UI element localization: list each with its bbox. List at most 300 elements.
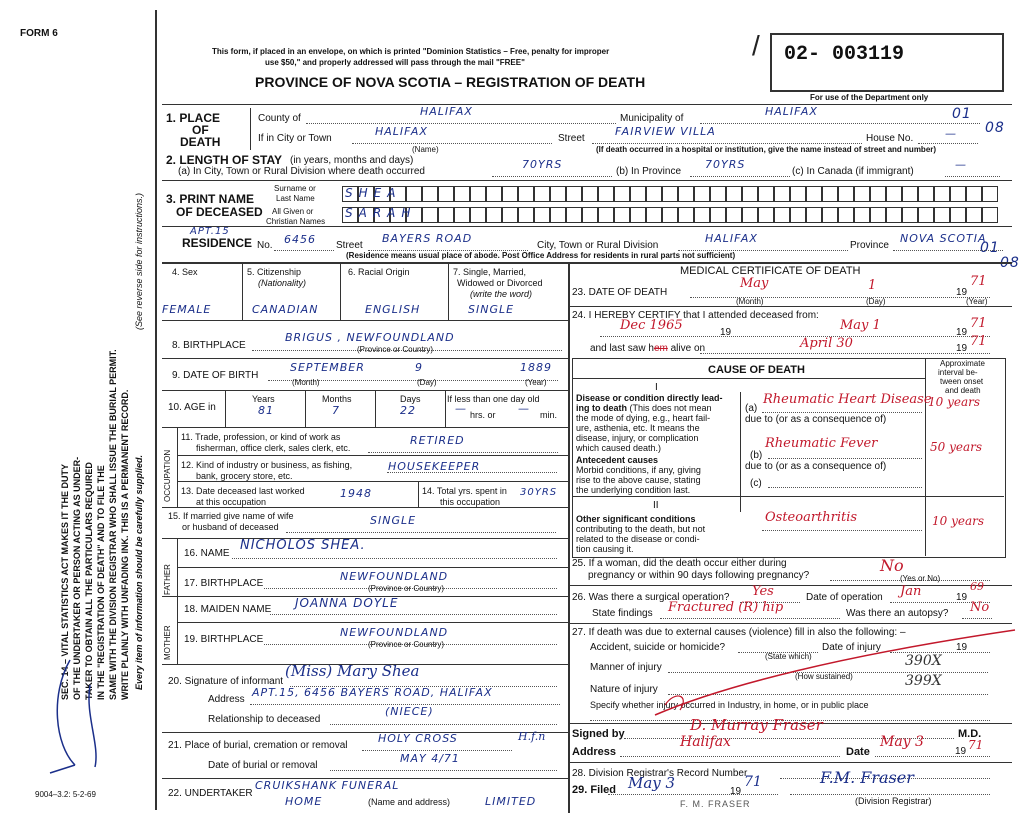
- name-letter-cell: [950, 207, 966, 223]
- street-value: FAIRVIEW VILLA: [615, 125, 716, 138]
- total-label-1: 14. Total yrs. spent in: [422, 486, 507, 496]
- burial-place-value: HOLY CROSS: [378, 732, 458, 745]
- age-col-2: [305, 390, 306, 427]
- op-date-value: Jan: [900, 584, 922, 599]
- death-month: May: [740, 276, 769, 291]
- name-letter-cell: [630, 186, 646, 202]
- undertaker-label: 22. UNDERTAKER: [168, 788, 253, 799]
- name-letter-cell: [582, 207, 598, 223]
- spouse-value: SINGLE: [370, 514, 417, 527]
- op-year: 69: [970, 580, 984, 593]
- signed-value: D. Murray Fraser: [690, 716, 823, 734]
- main-frame-left: [155, 10, 157, 810]
- house-line: [918, 143, 978, 144]
- rule-stay: [162, 180, 1012, 181]
- manner-label: Manner of injury: [590, 662, 662, 673]
- place-label-1: 1. PLACE: [166, 111, 221, 125]
- name-letter-cell: [726, 207, 742, 223]
- death-month-sublabel: (Month): [736, 297, 764, 306]
- undertaker-value-2: HOME: [285, 795, 323, 808]
- name-letter-cell: [854, 207, 870, 223]
- stay-canada-label: (c) In Canada (if immigrant): [792, 166, 914, 177]
- municipality-value: HALIFAX: [765, 105, 818, 118]
- marital-label-3: (write the word): [470, 289, 533, 299]
- name-letter-cell: [950, 186, 966, 202]
- dob-day-sublabel: (Day): [417, 378, 437, 387]
- father-bp-value: NEWFOUNDLAND: [340, 570, 449, 583]
- antecedent-desc-2: rise to the above cause, stating: [576, 475, 701, 485]
- name-letter-cell: [454, 207, 470, 223]
- stay-prov-line: [690, 176, 790, 177]
- injury-date-label: Date of injury: [822, 642, 881, 653]
- county-label: County of: [258, 113, 301, 124]
- county-value: HALIFAX: [420, 105, 473, 118]
- signer-address-line: [620, 756, 840, 757]
- check-mark-icon: /: [752, 30, 760, 61]
- undertaker-sublabel: (Name and address): [368, 797, 451, 807]
- sidebar-line-2: OF THE UNDERTAKER OR PERSON ACTING AS UNDER-: [72, 456, 82, 700]
- burial-place-label: 21. Place of burial, cremation or removal: [168, 740, 348, 751]
- filed-line: [608, 794, 778, 795]
- rule-age: [162, 427, 568, 428]
- residence-city-label: City, Town or Rural Division: [537, 240, 659, 251]
- name-letter-cell: [566, 207, 582, 223]
- form-title: PROVINCE OF NOVA SCOTIA – REGISTRATION OF DEATH: [255, 74, 646, 90]
- name-letter-cell: [630, 207, 646, 223]
- surgery-value: Yes: [752, 584, 774, 599]
- signer-date-label: Date: [846, 746, 870, 758]
- col-line-1: [242, 262, 243, 320]
- relationship-line: [330, 724, 557, 725]
- last-worked-value: 1948: [340, 487, 372, 500]
- registration-number: 02- 003119: [784, 43, 905, 66]
- dept-code-1: 01: [952, 106, 972, 122]
- industry-label-1: 12. Kind of industry or business, as fishing,: [181, 460, 353, 470]
- trade-label-1: 11. Trade, profession, or kind of work as: [181, 432, 341, 442]
- burial-date-label: Date of burial or removal: [208, 760, 318, 771]
- occupation-side-rule: [177, 427, 178, 507]
- filed-19: 19: [730, 786, 742, 797]
- house-label: House No.: [866, 133, 914, 144]
- last-seen-value: April 30: [800, 336, 853, 351]
- sidebar-line-7: Every item of information should be carefully supplied.: [134, 454, 144, 690]
- stay-canada-value: —: [955, 158, 967, 171]
- name-letter-cell: [534, 207, 550, 223]
- signer-date-19: 19: [955, 746, 967, 757]
- surname-label-2: Last Name: [276, 194, 315, 203]
- cause-a-label: (a): [745, 403, 758, 414]
- name-letter-cell: [518, 186, 534, 202]
- name-letter-cell: [422, 186, 438, 202]
- dob-month: SEPTEMBER: [290, 361, 365, 374]
- direct-label-2: [576, 403, 712, 413]
- city-name-sublabel: (Name): [412, 145, 439, 154]
- medical-header: MEDICAL CERTIFICATE OF DEATH: [680, 265, 861, 277]
- cause-b-due: due to (or as a consequence of): [745, 461, 887, 472]
- dept-use-label: For use of the Department only: [810, 93, 929, 102]
- name-letter-cell: [806, 207, 822, 223]
- name-letter-cell: [870, 186, 886, 202]
- other-label-4: tion causing it.: [576, 544, 634, 554]
- occupation-col: [418, 481, 419, 507]
- cause-a-interval: 10 years: [928, 395, 981, 409]
- name-letter-cell: [502, 186, 518, 202]
- col-line-3: [448, 262, 449, 320]
- trade-label-2: fisherman, office clerk, sales clerk, etc.: [196, 443, 351, 453]
- stay-label: 2. LENGTH OF STAY: [166, 153, 283, 167]
- name-letter-cell: [742, 186, 758, 202]
- attended-from: Dec 1965: [620, 318, 683, 333]
- op-date-label: Date of operation: [806, 592, 883, 603]
- direct-desc-3: ure, asthenia, etc. It means the: [576, 423, 700, 433]
- rule-signed: [568, 762, 1012, 763]
- direct-desc-2: the mode of dying, e.g., heart fail-: [576, 413, 711, 423]
- undertaker-value-3: LIMITED: [485, 795, 537, 808]
- death-date-label: 23. DATE OF DEATH: [572, 287, 668, 298]
- last-seen-label-text2: alive on: [670, 343, 706, 354]
- last-seen-line: [700, 353, 990, 354]
- age-years: 81: [258, 404, 274, 417]
- name-letter-cell: [982, 186, 998, 202]
- cause-brace: [740, 392, 741, 512]
- name-letter-cell: [518, 207, 534, 223]
- signer-date-value: May 3: [880, 734, 924, 750]
- rule-top: [162, 104, 1012, 105]
- death-day-sublabel: (Day): [866, 297, 886, 306]
- sidebar-line-1: SEC. 14 – VITAL STATISTICS ACT MAKES IT THE DUTY: [60, 463, 70, 700]
- name-letter-cell: [598, 207, 614, 223]
- residence-no-line: [274, 250, 334, 251]
- name-letter-cell: [646, 186, 662, 202]
- residence-city-value: HALIFAX: [705, 232, 758, 245]
- name-letter-cell: [918, 186, 934, 202]
- column-divider: [568, 262, 570, 813]
- mail-notice-2: use $50," and properly addressed will pass through the mail "FREE": [265, 58, 525, 67]
- attended-to: May 1: [840, 318, 881, 333]
- last-worked-label-2: at this occupation: [196, 497, 267, 507]
- name-label-1: 3. PRINT NAME: [166, 192, 255, 206]
- dept-code-4: 08: [1000, 255, 1020, 271]
- dob-month-sublabel: (Month): [292, 378, 320, 387]
- death-date-line: [690, 297, 990, 298]
- cause-roman-1: I: [655, 382, 658, 393]
- dept-code-2: 08: [985, 120, 1005, 136]
- name-letter-cell: [646, 207, 662, 223]
- dob-day: 9: [415, 361, 423, 374]
- direct-label-2-text: ing to death: [576, 403, 627, 413]
- name-letter-cell: [662, 207, 678, 223]
- name-letter-cell: [854, 186, 870, 202]
- cause-b-line: [768, 458, 922, 459]
- dob-year-sublabel: (Year): [525, 378, 547, 387]
- cause-roman-2: II: [653, 500, 659, 511]
- mother-name-label: 18. MAIDEN NAME: [184, 604, 272, 615]
- name-letter-cell: [502, 207, 518, 223]
- residence-no-label: No.: [257, 240, 273, 251]
- residence-label: RESIDENCE: [182, 236, 253, 250]
- last-seen-label: [590, 343, 705, 354]
- other-interval: 10 years: [932, 514, 985, 528]
- trade-line: [368, 452, 558, 453]
- signer-address-value: Halifax: [680, 734, 731, 750]
- name-letter-cell: [678, 207, 694, 223]
- antecedent-label: Antecedent causes: [576, 455, 659, 465]
- other-value: Osteoarthritis: [765, 510, 858, 525]
- citizenship-label: 5. Citizenship: [247, 267, 302, 277]
- place-label-3: DEATH: [180, 135, 221, 149]
- code-2: 399X: [905, 673, 942, 689]
- name-letter-cell: [710, 207, 726, 223]
- last-worked-label-1: 13. Date deceased last worked: [181, 486, 305, 496]
- name-letter-cell: [582, 186, 598, 202]
- name-letter-cell: [870, 207, 886, 223]
- rule-mother-name: [177, 622, 568, 623]
- name-letter-cell: [678, 186, 694, 202]
- dob-year: 1889: [520, 361, 552, 374]
- rule-surgery: [568, 623, 1012, 624]
- signed-label: Signed by: [572, 728, 625, 740]
- rule-death-date: [568, 306, 1012, 307]
- rule-residence: [162, 262, 1012, 264]
- citizenship-sublabel: (Nationality): [258, 278, 307, 288]
- other-label-1: Other significant conditions: [576, 514, 696, 524]
- rule-informant: [162, 732, 568, 733]
- rule-dob: [162, 390, 568, 391]
- burial-date-value: MAY 4/71: [400, 752, 460, 765]
- surgery-label: 26. Was there a surgical operation?: [572, 592, 730, 603]
- father-name-value: NICHOLOS SHEA.: [240, 538, 366, 553]
- burial-initials: H.f.n: [518, 730, 546, 743]
- father-name-line: [232, 558, 557, 559]
- other-line: [762, 530, 922, 531]
- attended-year: 71: [970, 316, 987, 331]
- record-label: 28. Division Registrar's Record Number: [572, 768, 748, 779]
- name-letter-cell: [454, 186, 470, 202]
- rule-father-name: [177, 567, 568, 568]
- last-seen-strike: em: [653, 343, 668, 354]
- residence-street-value: BAYERS ROAD: [382, 232, 473, 245]
- name-letter-cell: [886, 207, 902, 223]
- age-days-label: Days: [400, 394, 421, 404]
- trade-value: RETIRED: [410, 434, 465, 447]
- registrar-stamp: F. M. FRASER: [680, 799, 751, 809]
- name-letter-cell: [694, 207, 710, 223]
- name-letter-cell: [886, 186, 902, 202]
- rule-name: [162, 226, 1012, 227]
- informant-address-label: Address: [208, 694, 245, 705]
- municipality-label: Municipality of: [620, 113, 684, 124]
- code-1: 390X: [905, 653, 942, 669]
- name-letter-cell: [470, 207, 486, 223]
- name-letter-cell: [758, 207, 774, 223]
- residence-province-label: Province: [850, 240, 889, 251]
- name-letter-cell: [614, 186, 630, 202]
- autopsy-value: No: [970, 600, 990, 615]
- injury-19: 19: [956, 642, 968, 653]
- undertaker-value-1: CRUIKSHANK FUNERAL: [255, 779, 400, 792]
- age-days: 22: [400, 404, 416, 417]
- name-letter-cell: [422, 207, 438, 223]
- name-letter-cell: [774, 207, 790, 223]
- name-letter-cell: [598, 186, 614, 202]
- age-col-4: [445, 390, 446, 427]
- rule-personal: [162, 320, 568, 321]
- name-letter-cell: [550, 207, 566, 223]
- sex-label: 4. Sex: [172, 267, 198, 277]
- last-seen-year: 71: [970, 334, 987, 349]
- age-label: 10. AGE in: [168, 402, 216, 413]
- margin-signature-icon: [30, 655, 150, 785]
- rule-cause-ii: [572, 496, 1004, 497]
- city-value: HALIFAX: [375, 125, 428, 138]
- how-sustained-sublabel: (How sustained): [795, 672, 853, 681]
- external-label: 27. If death was due to external causes (violence) fill in also the following: –: [572, 627, 906, 638]
- col-line-2: [340, 262, 341, 320]
- given-label-1: All Given or: [272, 207, 314, 216]
- mother-bp-label: 19. BIRTHPLACE: [184, 634, 264, 645]
- cause-b-interval: 50 years: [930, 440, 983, 454]
- surname-label-1: Surname or: [274, 184, 316, 193]
- name-letter-cell: [726, 186, 742, 202]
- street-line: [592, 143, 862, 144]
- rule-occupation: [162, 507, 568, 508]
- name-letter-cell: [438, 186, 454, 202]
- autopsy-line: [962, 618, 992, 619]
- cause-a-line: [762, 412, 922, 413]
- other-label-3: related to the disease or condi-: [576, 534, 700, 544]
- findings-label: State findings: [592, 608, 653, 619]
- sidebar-line-3: TAKER TO OBTAIN ALL THE PARTICULARS REQUIRED: [84, 462, 94, 700]
- house-value: —: [945, 127, 957, 140]
- yes-no-sublabel: (Yes or No): [900, 574, 941, 583]
- sidebar-line-5: SAME WITH THE DIVISION REGISTRAR WHO SHALL ISSUE THE BURIAL PERMIT.: [108, 349, 118, 700]
- age-col-1: [225, 390, 226, 427]
- name-letter-cell: [486, 186, 502, 202]
- name-letter-cell: [902, 186, 918, 202]
- spouse-label-1: 15. If married give name of wife: [168, 511, 294, 521]
- name-letter-cell: [982, 207, 998, 223]
- death-year: 71: [970, 274, 987, 289]
- age-years-label: Years: [252, 394, 275, 404]
- father-side-label: FATHER: [163, 564, 172, 595]
- name-letter-cell: [742, 207, 758, 223]
- interval-label-4: and death: [945, 386, 981, 395]
- last-seen-year-prefix: 19: [956, 343, 968, 354]
- filed-year: 71: [744, 774, 762, 790]
- accident-label: Accident, suicide or homicide?: [590, 642, 726, 653]
- marital-label-1: 7. Single, Married,: [453, 267, 527, 277]
- dob-label: 9. DATE OF BIRTH: [172, 370, 259, 381]
- registrar-signature: F.M. Fraser: [820, 768, 914, 787]
- birthplace-label: 8. BIRTHPLACE: [172, 340, 246, 351]
- stay-city-value: 70YRS: [522, 158, 563, 171]
- name-letter-cell: [838, 207, 854, 223]
- marital-label-2: Widowed or Divorced: [457, 278, 543, 288]
- age-min-label: min.: [540, 410, 558, 420]
- direct-desc-1: (This does not mean: [629, 403, 712, 413]
- form-number: FORM 6: [20, 28, 58, 39]
- stay-sublabel: (in years, months and days): [290, 155, 414, 166]
- rule-cause-header: [572, 378, 925, 379]
- mother-name-value: JOANNA DOYLE: [295, 596, 399, 610]
- municipality-line: [700, 123, 980, 124]
- county-line: [306, 123, 616, 124]
- name-letter-cell: [614, 207, 630, 223]
- name-letter-cell: [902, 207, 918, 223]
- stay-city-line: [492, 176, 612, 177]
- stay-city-label: (a) In City, Town or Rural Division where death occurred: [178, 166, 425, 177]
- mother-side-label: MOTHER: [163, 625, 172, 660]
- occupation-side-label: OCCUPATION: [163, 449, 172, 502]
- industry-label-2: bank, grocery store, etc.: [196, 471, 293, 481]
- name-letter-cell: [966, 186, 982, 202]
- strike-through-icon: [645, 625, 1025, 720]
- death-year-prefix: 19: [956, 287, 968, 298]
- burial-place-line: [362, 750, 512, 751]
- filed-value: May 3: [628, 774, 676, 792]
- relationship-value: (NIECE): [385, 705, 434, 718]
- antecedent-desc-3: the underlying condition last.: [576, 485, 691, 495]
- cause-c-label: (c): [750, 478, 762, 489]
- informant-address: APT.15, 6456 BAYERS ROAD, HALIFAX: [252, 686, 493, 699]
- stay-prov-value: 70YRS: [705, 158, 746, 171]
- name-label-2: OF DECEASED: [176, 205, 263, 219]
- name-letter-cell: [662, 186, 678, 202]
- autopsy-label: Was there an autopsy?: [846, 608, 949, 619]
- name-letter-cell: [822, 186, 838, 202]
- hospital-note: (If death occurred in a hospital or institution, give the name instead of street and number): [596, 145, 937, 154]
- cause-a-value: Rheumatic Heart Disease: [763, 392, 932, 407]
- interval-label-3: tween onset: [940, 377, 984, 386]
- name-letter-cell: [550, 186, 566, 202]
- marital-value: SINGLE: [468, 303, 515, 316]
- name-letter-cell: [406, 186, 422, 202]
- name-letter-cell: [438, 207, 454, 223]
- cause-c-line: [768, 487, 922, 488]
- registrar-sublabel: (Division Registrar): [855, 796, 932, 806]
- interval-label-2: interval be-: [938, 368, 978, 377]
- cause-b-label: (b): [750, 450, 763, 461]
- name-letter-cell: [470, 186, 486, 202]
- name-letter-cell: [966, 207, 982, 223]
- rule-industry: [177, 481, 568, 482]
- name-letter-cell: [934, 207, 950, 223]
- attended-year-prefix: 19: [956, 327, 968, 338]
- state-which-sublabel: (State which): [765, 652, 812, 661]
- city-label: If in City or Town: [258, 133, 332, 144]
- name-letter-cell: [806, 186, 822, 202]
- stay-canada-line: [945, 176, 1000, 177]
- direct-desc-4: disease, injury, or complication: [576, 433, 699, 443]
- residence-no-value: 6456: [284, 233, 316, 246]
- informant-signature: (Miss) Mary Shea: [285, 662, 420, 680]
- residence-note: (Residence means usual place of abode. Post Office Address for residents in rural parts not sufficient): [346, 251, 736, 260]
- name-letter-cell: [566, 186, 582, 202]
- findings-value: Fractured (R) hip: [668, 600, 784, 615]
- name-letter-cell: [774, 186, 790, 202]
- cause-a-due: due to (or as a consequence of): [745, 414, 887, 425]
- filed-label: 29. Filed: [572, 784, 617, 796]
- signer-address-label: Address: [572, 746, 617, 758]
- attended-19: 19: [720, 327, 732, 338]
- place-brace: [250, 108, 251, 150]
- citizenship-value: CANADIAN: [252, 303, 319, 316]
- residence-province-value: NOVA SCOTIA: [900, 232, 987, 245]
- mail-notice-1: This form, if placed in an envelope, on which is printed "Dominion Statistics – Free, penalty for improper: [212, 47, 610, 56]
- name-letter-cell: [790, 207, 806, 223]
- mother-bp-value: NEWFOUNDLAND: [340, 626, 449, 639]
- birthplace-value: BRIGUS , NEWFOUNDLAND: [285, 331, 455, 344]
